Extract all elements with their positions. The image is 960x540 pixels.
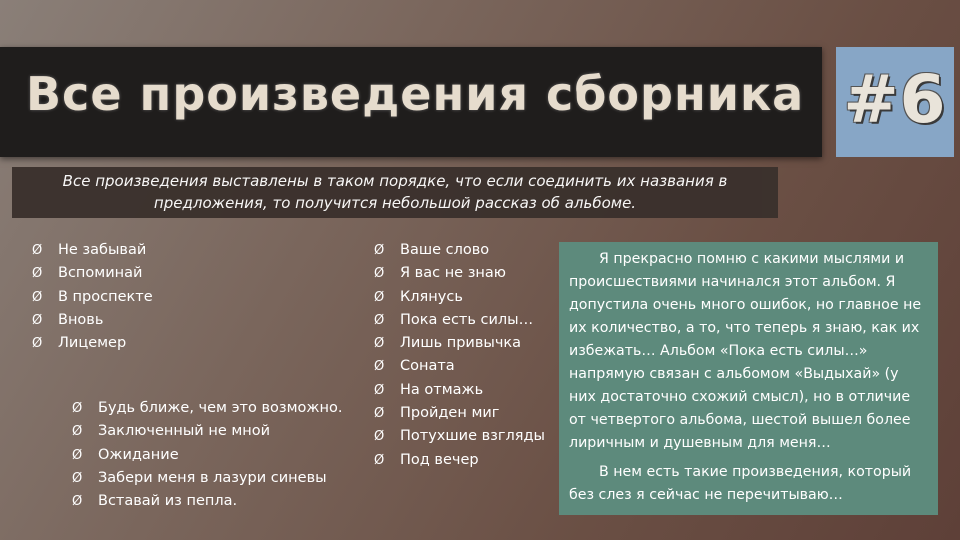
list-item: Ø Вновь bbox=[32, 309, 153, 332]
list-item: Ø Лицемер bbox=[32, 332, 153, 355]
list-item: Ø Будь ближе, чем это возможно. bbox=[72, 397, 342, 420]
list-item: Ø Ожидание bbox=[72, 444, 342, 467]
arrow-bullet-icon: Ø bbox=[374, 336, 385, 352]
arrow-bullet-icon: Ø bbox=[72, 470, 83, 486]
list-item: Ø Пока есть силы… bbox=[374, 309, 545, 332]
list-item: Ø Вспоминай bbox=[32, 262, 153, 285]
arrow-bullet-icon: Ø bbox=[374, 359, 385, 375]
arrow-bullet-icon: Ø bbox=[72, 494, 83, 510]
list-item: Ø Потухшие взгляды bbox=[374, 425, 545, 448]
list-item: Ø Пройден миг bbox=[374, 402, 545, 425]
arrow-bullet-icon: Ø bbox=[374, 243, 385, 258]
note-paragraph-2: В нем есть такие произведения, который без слез я сейчас не перечитываю… bbox=[569, 464, 912, 503]
arrow-bullet-icon: Ø bbox=[374, 452, 385, 468]
slide-number: #6 bbox=[843, 61, 947, 138]
arrow-bullet-icon: Ø bbox=[32, 243, 43, 258]
arrow-bullet-icon: Ø bbox=[32, 289, 43, 305]
intro-line-1: Все произведения выставлены в таком порядке, что если соединить их названия в bbox=[62, 172, 728, 190]
arrow-bullet-icon: Ø bbox=[374, 382, 385, 398]
list-item: Ø Клянусь bbox=[374, 286, 545, 309]
list-item: Ø Вставай из пепла. bbox=[72, 490, 342, 513]
list-item: Ø Под вечер bbox=[374, 449, 545, 472]
arrow-bullet-icon: Ø bbox=[374, 429, 385, 445]
arrow-bullet-icon: Ø bbox=[72, 447, 83, 463]
list-item: Ø Я вас не знаю bbox=[374, 262, 545, 285]
arrow-bullet-icon: Ø bbox=[32, 312, 43, 328]
list-item: Ø В проспекте bbox=[32, 286, 153, 309]
list-item: Ø Не забывай bbox=[32, 239, 153, 262]
arrow-bullet-icon: Ø bbox=[374, 312, 385, 328]
slide-number-box bbox=[836, 47, 954, 157]
song-list-3 bbox=[374, 239, 545, 472]
intro-text-box bbox=[12, 167, 778, 218]
album-note-box bbox=[559, 242, 938, 515]
list-item: Ø Заключенный не мной bbox=[72, 420, 342, 443]
list-item: Ø На отмажь bbox=[374, 379, 545, 402]
page-title: Все произведения сборника bbox=[26, 67, 805, 121]
arrow-bullet-icon: Ø bbox=[374, 266, 385, 282]
list-item: Ø Ваше слово bbox=[374, 239, 545, 262]
list-item: Ø Лишь привычка bbox=[374, 332, 545, 355]
note-paragraph-1: Я прекрасно помню с какими мыслями и происшествиями начинался этот альбом. Я допустила очень много ошибок, но главное не их количество, а то, что теперь я знаю, как их избежать… Альбом «Пока есть силы…» напрямую связан с альбомом «Выдыхай» (у них достаточно схожий смысл), но в отличие от четвертого альбома, шестой вышел более лиричным и душевным для меня… bbox=[569, 251, 922, 451]
list-item: Ø Соната bbox=[374, 355, 545, 378]
arrow-bullet-icon: Ø bbox=[72, 401, 83, 416]
arrow-bullet-icon: Ø bbox=[72, 424, 83, 440]
list-item: Ø Забери меня в лазури синевы bbox=[72, 467, 342, 490]
arrow-bullet-icon: Ø bbox=[374, 406, 385, 422]
intro-line-2: предложения, то получится небольшой рассказ об альбоме. bbox=[153, 194, 637, 212]
song-list-2 bbox=[72, 397, 342, 513]
title-bar bbox=[0, 47, 822, 157]
arrow-bullet-icon: Ø bbox=[32, 266, 43, 282]
arrow-bullet-icon: Ø bbox=[374, 289, 385, 305]
song-list-1 bbox=[32, 239, 153, 355]
arrow-bullet-icon: Ø bbox=[32, 336, 43, 352]
